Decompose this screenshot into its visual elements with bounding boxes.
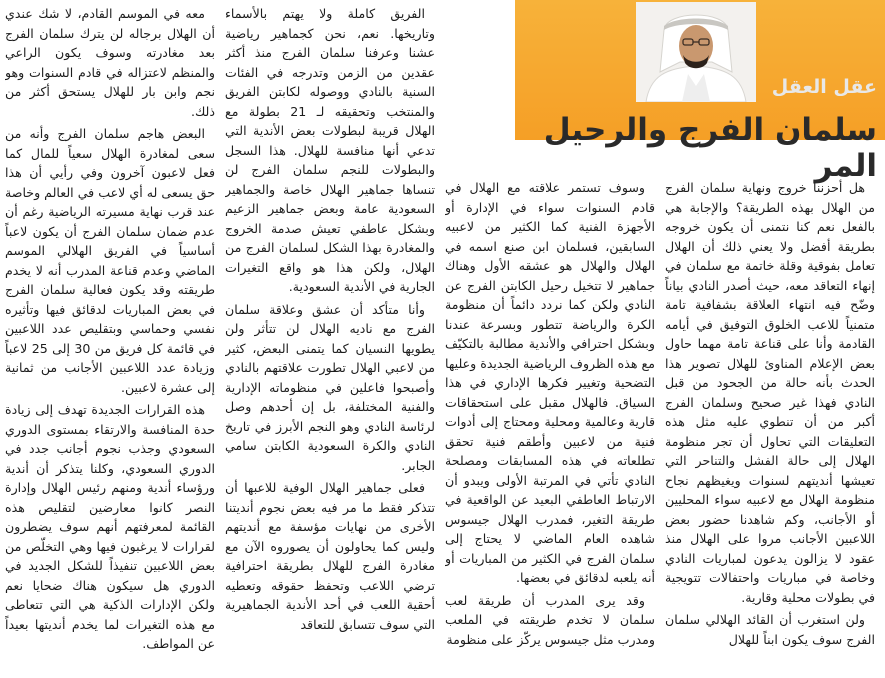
article-paragraph: وأنا متأكد أن عشق وعلاقة سلمان الفرج مع ناديه الهلال لن تتأثر ولن يطويها النسيان كما يتمنى البعض، كثير من لاعبي الهلال تطورت علاقتهم بالنادي وأصبحوا فاعلين في منظوماته الإدارية والفنية المختلفة، بل إن أحدهم وصل لرئاسة النادي وهو النجم الأبرز في تاريخ النادي والكرة السعودية الكابتن سامي الجابر. <box>225 301 435 473</box>
article-paragraph: هل أحزننا خروج ونهاية سلمان الفرج من الهلال بهذه الطريقة؟ والإجابة هي بالفعل نعم كنا نتمنى أن يكون خروجه بطريقة أفضل ولا يعني ذلك أن الهلال تعامل بفوقية وقلة خاتمة مع سلمان في إنهاء التعاقد معه، حيث أصدر النادي بياناً وضّح فيه انتهاء العلاقة بشفافية تامة متمنياً للاعب الخلوق التوفيق في أيامه القادمة وأنا على قناعة تامة مهما حاول بعض الإعلام المناوئ للهلال تصوير هذا الحدث بأنه حالة من الجحود من قبل النادي فهذا غير صحيح وسلمان الفرج أكبر من أن تنطوي عليه مثل هذه التعليقات التي تحاول أن تجر منظومة الهلال إلى حالة الفشل والتناحر التي تعيشها أنديتهم لسنوات ويغيظهم نجاح منظومة الهلال مع لاعبيه سواء المحليين أو الأجانب، وكم شاهدنا حضور بعض اللاعبين الأجانب مروا على الهلال منذ عقود لا يزالون يدعون لمباريات النادي وخاصة في مباريات واحتفالات تتويجية في بطولات محلية وقارية. <box>665 180 875 605</box>
article-column-1 <box>665 178 875 674</box>
author-photo <box>636 2 756 102</box>
article-paragraph: هذه القرارات الجديدة تهدف إلى زيادة حدة المنافسة والارتقاء بمستوى الدوري السعودي وجذب نجوم أجانب جدد في الدوري السعودي، وكلنا يتذكر أن أندية ورؤساء أندية ومنهم رئيس الهلال وإدارة النصر كانوا معارضين لتقليص هذه القائمة لمعرفتهم أنهم سوف يضطرون لقرارات لا يرغبون فيها وهي التخلّص من بعض اللاعبين تنفيذاً للشكل الجديد في الدوري هل سيكون هناك ضحايا نعم ولكن الإدارات الذكية هي التي تتعاطى مع هذه التغيرات لما يخدم أنديتها بعيداً عن المواطف. <box>5 402 215 651</box>
article-paragraph: وسوف تستمر علاقته مع الهلال في قادم السنوات سواء في الإدارة أو الأجهزة الفنية كما الكثير من لاعبيه السابقين، فسلمان ابن صنع اسمه في الهلال والهلال هو عشقه الأول وهناك جماهير لا تتخيل رحيل الكابتن الفرج عن النادي ولكن كما نردد دائماً أن منظومة الكرة والرياضة تتطور وبسرعة عندنا وبشكل احترافي والأندية مطالبة بالتكيّف مع هذه الظروف الرياضية الجديدة وعليها التضحية وتغيير فكرها الإداري في هذا السياق. فالهلال مقبل على استحقاقات قارية وعالمية ومحلية ومحتاج إلى أدوات فنية من لاعبين وأطقم فنية تحقق تطلعاته في هذه المسابقات ومصلحة النادي تأتي في المرتبة الأولى ويبدو أن الارتباط العاطفي البعيد عن الواقعية في طريقة التغير، فمدرب الهلال جيسوس شاهده العام الماضي لا يحتاج إلى سلمان الفرج في الكثير من المباريات أو أنه يلعبه لدقائق في بعضها. <box>445 180 655 585</box>
article-headline: سلمان الفرج والرحيل المر <box>543 112 877 184</box>
article-column-4 <box>5 4 215 674</box>
author-name: عقل العقل <box>771 76 877 98</box>
article-column-3 <box>225 4 435 674</box>
article-paragraph: فعلى جماهير الهلال الوفية للاعبها أن تتذكر فقط ما مر فيه بعض نجوم أنديتنا الأخرى من نهايات مؤسفة مع أنديتهم وليس كما يحاولون أن يصوروه الآن مع مغادرة الفرج للهلال بطريقة احترافية ترضي اللاعب وتحفظ حقوقه وتعطيه أحقية اللعب في أحد الأندية الجماهيرية التي سوف تتسابق للتعاقد <box>225 480 435 632</box>
article-paragraph: البعض هاجم سلمان الفرج وأنه من سعى لمغادرة الهلال سعياً للمال كما فعل لاعبون آخرون وفي رأيي أن هذا حق يسعى له أي لاعب في العالم وخاصة عند قرب نهاية مسيرته الرياضية رغم أن عدم ضمان سلمان الفرج أن يكون لاعباً أساسياً في الفريق الهلالي الموسم الماضي وعدم قناعة المدرب أنه لا يخدم طريقته وقد يكون فعالية سلمان الفرج في بعض المباريات لدقائق فيها وتأثيره نفسي وحماسي وبتقليص عدد اللاعبين في قائمة كل فريق من 30 إلى 25 لاعباً وزيادة عدد اللاعبين الأجانب من ثمانية إلى عشرة لاعبين. <box>5 126 215 395</box>
article-column-2 <box>445 178 655 674</box>
article-paragraph: وقد يرى المدرب أن طريقة لعب سلمان لا تخدم طريقته في الملعب ومدرب مثل جيسوس يركّز على منظومة <box>445 592 655 647</box>
article-paragraph: الفريق كاملة ولا يهتم بالأسماء وتاريخها. نعم، نحن كجماهير رياضية عشنا وعرفنا سلمان الفرج منذ أكثر عقدين من الزمن وتدرجه في الفئات السنية بالنادي ووصوله لكابتن الفريق والمنتخب وتحقيقه لـ 21 بطولة مع الهلال قريبة لبطولات بعض الأندية التي تدعي أنها منافسة للهلال. هذا السجل والبطولات للنجم سلمان الفرج لن تنساها جماهير الهلال خاصة والجماهير السعودية عامة وبعض جماهير الزعيم وبشكل عاطفي تعيش صدمة الخروج والمغادرة بهذا الشكل لسلمان الفرج من الهلال، ولكن هذا هو واقع التغيرات الجارية في الأندية السعودية. <box>225 6 435 294</box>
article-paragraph: معه في الموسم القادم، لا شك عندي أن الهلال برجاله لن يترك سلمان الفرج بعد مغادرته وسوف يكون الراعي والمنظم لاعتزاله في قادم السنوات وهو نجم وابن بار للهلال يستحق أكثر من ذلك. <box>5 6 215 119</box>
article-paragraph: ولن استغرب أن القائد الهلالي سلمان الفرج سوف يكون ابناً للهلال <box>665 612 875 647</box>
